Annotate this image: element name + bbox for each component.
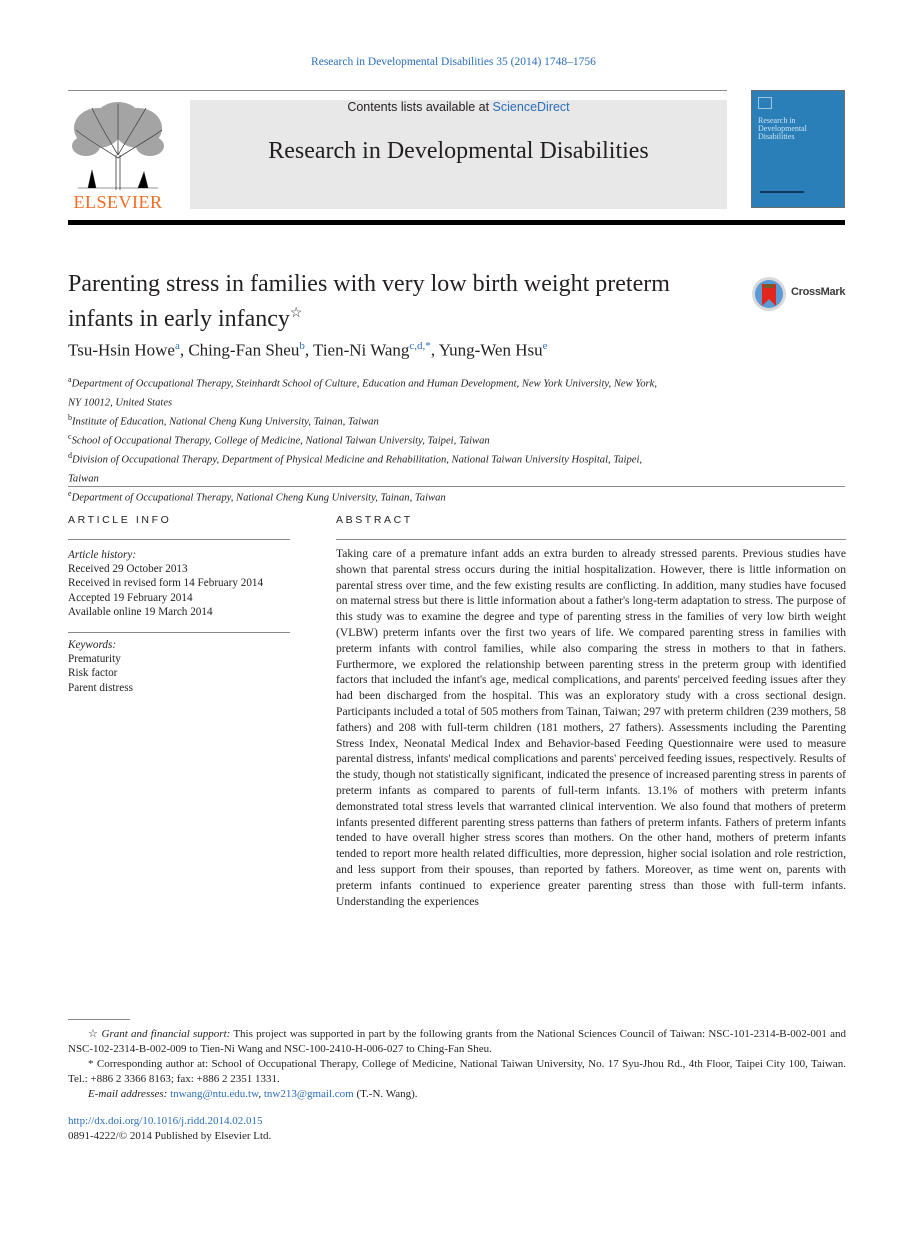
affiliation: $^a$Department of Occupational Therapy, Steinhardt School of Culture, Education and Human Development, New York University, New York,: [68, 375, 658, 390]
history-item: Received 29 October 2013: [68, 563, 188, 576]
keyword: Parent distress: [68, 681, 133, 694]
contents-line: Contents lists available at ScienceDirect: [347, 100, 570, 114]
affiliation: Taiwan: [68, 473, 99, 485]
history-item: Accepted 19 February 2014: [68, 591, 193, 604]
header-rule: [68, 90, 727, 91]
author: Tsu-Hsin Howe: [68, 340, 175, 360]
publisher-logo-text: ELSEVIER: [73, 192, 163, 212]
crossmark-badge[interactable]: [751, 276, 847, 312]
affiliation: $^e$Department of Occupational Therapy, National Cheng Kung University, Tainan, Taiwan: [68, 489, 446, 504]
affiliation: $^c$School of Occupational Therapy, College of Medicine, National Taiwan University, Taipei, Taiwan: [68, 432, 490, 447]
author: Ching-Fan Sheu: [188, 340, 300, 360]
footnotes: [68, 1027, 846, 1102]
author-affiliation-mark[interactable]: a: [174, 340, 180, 352]
cover-bar: [760, 191, 804, 193]
author-list: Tsu-Hsin Howe$^a$, Ching-Fan Sheu$^b$, Tien-Ni Wang$^{c,d,*}$, Yung-Wen Hsu$^e$: [68, 340, 548, 360]
article-info-rule: [68, 539, 290, 540]
affiliation: $^d$Division of Occupational Therapy, Department of Physical Medicine and Rehabilitation, National Taiwan University Hospital, Taipei,: [68, 451, 643, 466]
doi-link[interactable]: http://dx.doi.org/10.1016/j.ridd.2014.02.015: [68, 1115, 263, 1127]
journal-cover[interactable]: [751, 90, 845, 208]
title-footnote-mark[interactable]: ☆: [289, 306, 303, 321]
email-footnote: E-mail addresses: tnwang@ntu.edu.tw, tnw213@gmail.com (T.-N. Wang).: [88, 1088, 418, 1100]
abstract-heading: ABSTRACT: [336, 514, 413, 526]
article-info-heading: ARTICLE INFO: [68, 514, 172, 526]
email-link[interactable]: tnwang@ntu.edu.tw: [170, 1088, 259, 1100]
author: Yung-Wen Hsu: [438, 340, 543, 360]
journal-title: Research in Developmental Disabilities: [268, 138, 649, 164]
section-divider: [68, 486, 845, 487]
doi-block: [68, 1114, 271, 1144]
abstract-text: Taking care of a premature infant adds an extra burden to already stressed parents. Previous studies have shown that parental stress occurs during the initial hospitalization. However, there is little information on parental stress over time, and the few existing results are conflicting. In addition, many studies have focused on maternal stress but there is little information about a father's long-term adaptation to stress. The purpose of this study was to examine the degree and type of parenting stress in the families of very low birth weight (VLBW) preterm infants over the first two years of life. We compared parenting stress in families with preterm infants with control families, while also comparing the stress in mothers to that in fathers. Furthermore, we explored the relationship between parenting stress in the preterm group with identified factors that included the infant's age, medical complications, and parents' perceived feeding issues after they had been discharged from the hospital. This was an exploratory study with a cross sectional design. Participants included a total of 505 mothers from Tainan, Taiwan; 297 with preterm children (239 mothers, 58 fathers) and 208 with full-term children (181 mothers, 27 fathers). Assessments including the Parenting Stress Index, Neonatal Medical Index and Behavior-based Feeding Questionnaire were used to measure parental distress, infants' medical complications and parents' perceived feeding issues, respectively. Results of the study, though not statistically significant, indicated the presence of increased parenting stress in parents of preterm infants as compared to parents of full-term infants. 13.1% of mothers with preterm infants demonstrated total stress levels that warranted clinical intervention. We also found that mothers of preterm infants presented different parenting stress patterns than fathers of preterm infants. Fathers of preterm infants tended to have overall higher stress scores than mothers. On the other hand, mothers of preterm infants tended to report more health related difficulties, more depression, higher social isolation and role restriction, and less support from their spouses, than reported by fathers. Moreover, as time went on, parents with preterm infants continued to experience greater parenting stress than those with full-term infants. Understanding the experiences: [336, 547, 846, 908]
history-item: Received in revised form 14 February 2014: [68, 577, 264, 590]
journal-reference[interactable]: Research in Developmental Disabilities 35 (2014) 1748–1756: [311, 56, 596, 68]
footnote-rule: [68, 1019, 130, 1020]
sciencedirect-link[interactable]: ScienceDirect: [492, 100, 570, 114]
journal-header-box: [190, 100, 727, 209]
affiliation: NY 10012, United States: [68, 397, 173, 409]
keywords: [68, 638, 298, 695]
keyword: Prematurity: [68, 653, 121, 666]
article-title: Parenting stress in families with very low birth weight preterm infants in early infancy☆: [68, 271, 670, 332]
cover-logo-icon: [758, 97, 772, 109]
copyright: 0891-4222/© 2014 Published by Elsevier Ltd.: [68, 1130, 272, 1142]
author-affiliation-mark[interactable]: e: [542, 340, 548, 352]
abstract-rule: [336, 539, 846, 540]
keyword: Risk factor: [68, 667, 118, 680]
crossmark-icon: [751, 276, 787, 312]
affiliation: $^b$Institute of Education, National Cheng Kung University, Tainan, Taiwan: [68, 413, 379, 428]
author-affiliation-mark[interactable]: c,d,*: [409, 340, 431, 352]
grant-footnote: ☆ Grant and financial support: This project was supported in part by the following grants from the National Sciences Council of Taiwan: NSC-101-2314-B-002-001 and NSC-102-2314-B-002-009 to Tien-Ni Wang and NSC-100-2410-H-006-027 to Ching-Fan Sheu.: [68, 1028, 846, 1055]
keywords-label: Keywords:: [68, 639, 117, 651]
header-thick-rule: [68, 220, 845, 225]
article-history: [68, 548, 298, 619]
crossmark-label: CrossMark: [791, 286, 846, 298]
author-affiliation-mark[interactable]: b: [299, 340, 305, 352]
email-link[interactable]: tnw213@gmail.com: [263, 1088, 354, 1100]
keywords-rule: [68, 632, 290, 633]
author: Tien-Ni Wang: [313, 340, 410, 360]
history-label: Article history:: [68, 549, 137, 561]
history-item: Available online 19 March 2014: [68, 605, 213, 618]
corresponding-author-footnote: * Corresponding author at: School of Occupational Therapy, College of Medicine, National Taiwan University, No. 17 Syu-Jhou Rd., 4th Floor, Taipei City 100, Taiwan. Tel.: +886 2 3366 8163; fax: +886 2 2351 1331.: [68, 1058, 846, 1085]
cover-title: Research in Developmental Disabilities: [758, 116, 807, 141]
